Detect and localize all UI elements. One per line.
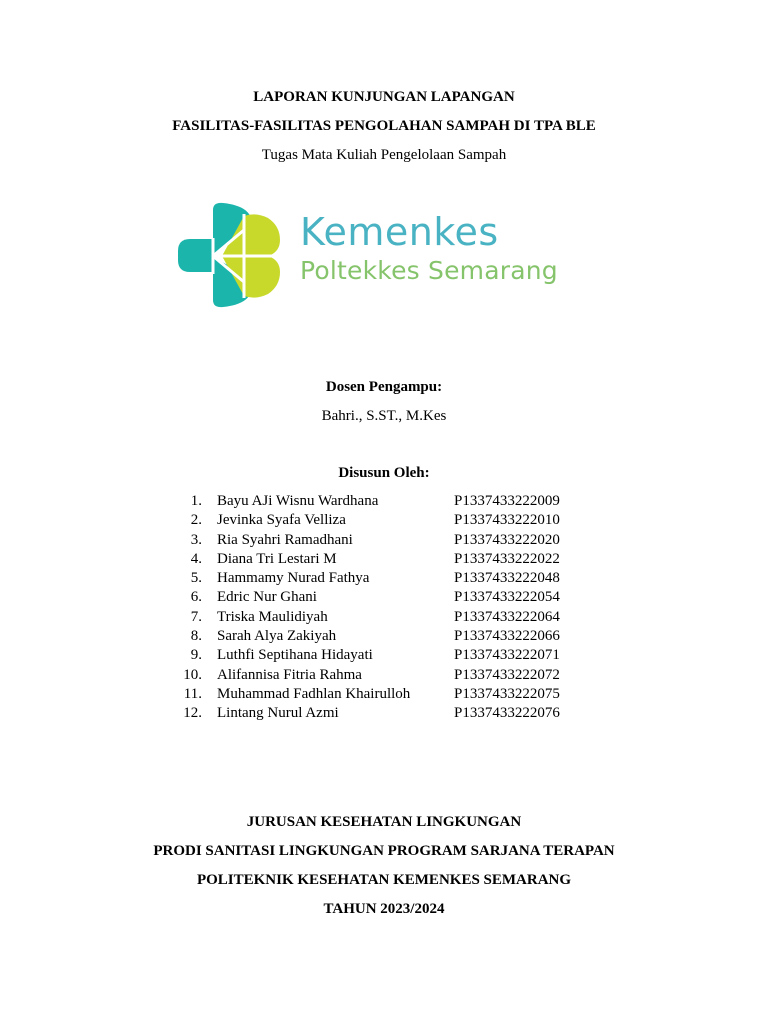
member-row [0,569,768,588]
member-nim: P1337433222054 [454,589,560,606]
member-list [0,492,768,724]
year-line: TAHUN 2023/2024 [323,901,445,917]
member-no: 4. [190,550,202,567]
member-row [0,588,768,607]
member-nim: P1337433222010 [454,512,560,529]
member-name: Edric Nur Ghani [217,589,317,606]
member-no: 7. [190,608,202,625]
member-no: 11. [183,685,202,702]
member-name: Jevinka Syafa Velliza [217,512,346,529]
member-row [0,685,768,704]
member-no: 2. [190,512,202,529]
department-line: JURUSAN KESEHATAN LINGKUNGAN [246,814,522,830]
member-no: 1. [190,493,202,509]
member-row [0,531,768,550]
member-nim: P1337433222009 [454,493,560,509]
kemenkes-emblem-icon [176,200,286,312]
supervisor-name: Bahri., S.ST., M.Kes [321,408,447,424]
member-nim: P1337433222071 [454,647,560,664]
member-nim: P1337433222075 [454,685,560,702]
member-row [0,550,768,569]
member-name: Luthfi Septihana Hidayati [217,647,373,664]
member-nim: P1337433222022 [454,550,560,567]
member-nim: P1337433222072 [454,666,560,683]
member-row [0,704,768,723]
member-nim: P1337433222020 [454,531,560,548]
member-nim: P1337433222066 [454,628,560,645]
member-nim: P1337433222064 [454,608,560,625]
member-name: Hammamy Nurad Fathya [217,570,370,587]
member-nim: P1337433222076 [454,705,560,722]
member-no: 8. [190,628,202,645]
logo-text-kemenkes: Kemenkes [300,210,499,254]
member-no: 5. [190,570,202,587]
emblem-left-lobe [178,239,213,272]
institution-line: POLITEKNIK KESEHATAN KEMENKES SEMARANG [196,872,572,888]
member-nim: P1337433222048 [454,570,560,587]
member-no: 3. [190,531,202,548]
member-row [0,492,768,511]
member-name: Alifannisa Fitria Rahma [217,666,362,683]
member-row [0,511,768,530]
kemenkes-logo [176,200,596,312]
member-no: 9. [190,647,202,664]
authors-label: Disusun Oleh: [338,465,430,481]
supervisor-label: Dosen Pengampu: [325,379,443,395]
member-row [0,627,768,646]
member-no: 10. [183,666,202,683]
member-name: Sarah Alya Zakiyah [217,628,337,645]
member-row [0,608,768,627]
member-name: Lintang Nurul Azmi [217,705,339,722]
member-name: Muhammad Fadhlan Khairulloh [217,685,411,702]
member-name: Triska Maulidiyah [217,608,328,625]
member-name: Diana Tri Lestari M [217,550,337,567]
member-no: 12. [183,705,202,722]
course-line: Tugas Mata Kuliah Pengelolaan Sampah [261,147,507,163]
member-name: Bayu AJi Wisnu Wardhana [217,493,379,509]
member-row [0,666,768,685]
logo-text-poltekkes: Poltekkes Semarang [300,256,558,285]
member-row [0,646,768,665]
member-name: Ria Syahri Ramadhani [217,531,353,548]
report-subtitle: FASILITAS-FASILITAS PENGOLAHAN SAMPAH DI TPA BLE [172,118,596,134]
report-title: LAPORAN KUNJUNGAN LAPANGAN [253,89,515,105]
program-line: PRODI SANITASI LINGKUNGAN PROGRAM SARJANA TERAPAN [153,843,615,859]
member-no: 6. [190,589,202,606]
